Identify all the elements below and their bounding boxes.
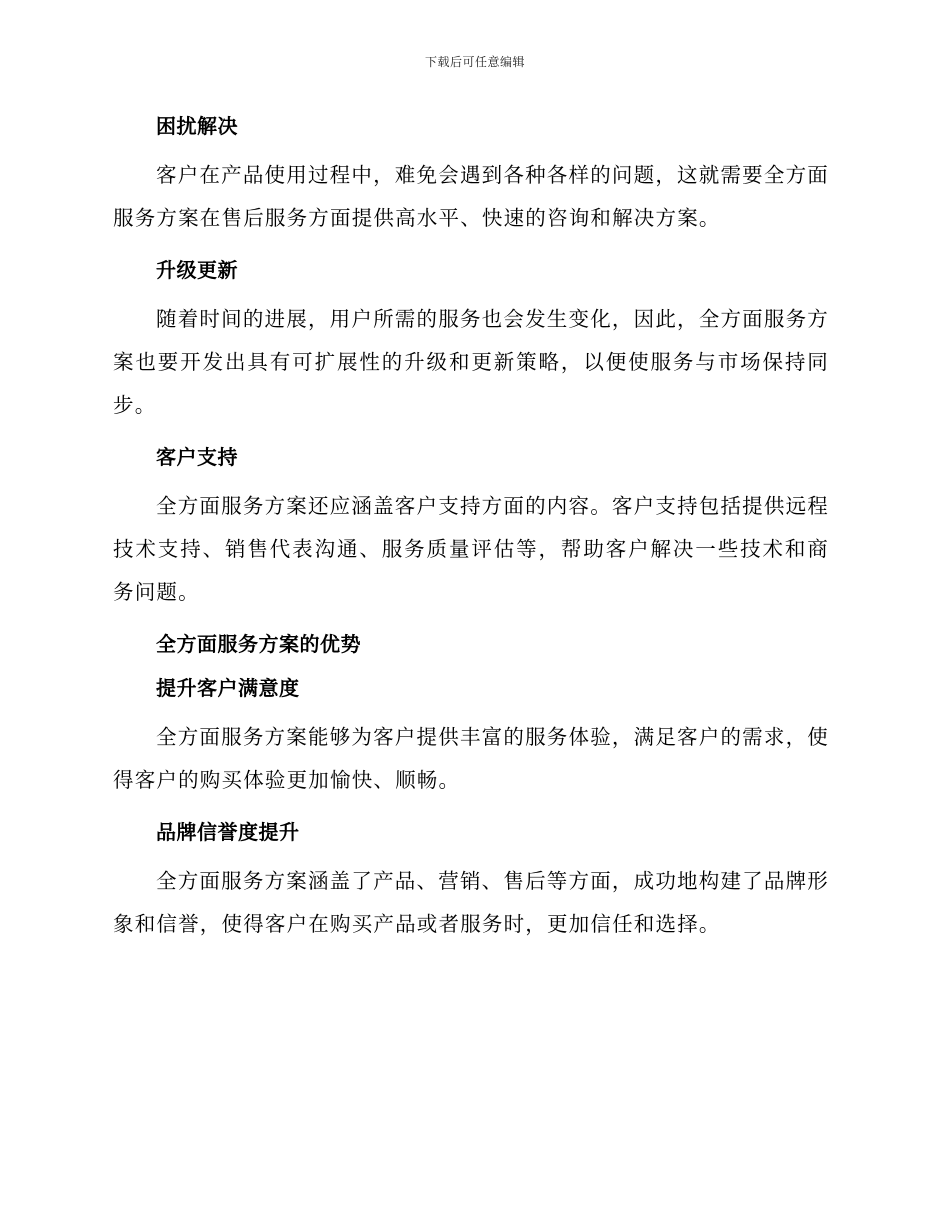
section-paragraph-customer-support: 全方面服务方案还应涵盖客户支持方面的内容。客户支持包括提供远程技术支持、销售代表沟通、服务质量评估等，帮助客户解决一些技术和商务问题。 — [113, 494, 829, 604]
section-heading-upgrade-update: 升级更新 — [156, 258, 238, 282]
section-heading-customer-satisfaction: 提升客户满意度 — [156, 676, 300, 700]
section-paragraph-trouble-solving: 客户在产品使用过程中，难免会遇到各种各样的问题，这就需要全方面服务方案在售后服务方面提供高水平、快速的咨询和解决方案。 — [113, 163, 829, 230]
section-heading-trouble-solving: 困扰解决 — [156, 114, 238, 138]
section-paragraph-brand-reputation: 全方面服务方案涵盖了产品、营销、售后等方面，成功地构建了品牌形象和信誉，使得客户在购买产品或者服务时，更加信任和选择。 — [113, 869, 829, 936]
section-heading-customer-support: 客户支持 — [156, 445, 238, 469]
document-body — [113, 104, 829, 946]
section-paragraph-upgrade-update: 随着时间的进展，用户所需的服务也会发生变化，因此，全方面服务方案也要开发出具有可扩展性的升级和更新策略，以便使服务与市场保持同步。 — [113, 307, 829, 417]
section-heading-brand-reputation: 品牌信誉度提升 — [156, 820, 300, 844]
section-paragraph-customer-satisfaction: 全方面服务方案能够为客户提供丰富的服务体验，满足客户的需求，使得客户的购买体验更加愉快、顺畅。 — [113, 725, 829, 792]
section-heading-advantages: 全方面服务方案的优势 — [156, 632, 361, 656]
header-note: 下载后可任意编辑 — [424, 55, 525, 69]
